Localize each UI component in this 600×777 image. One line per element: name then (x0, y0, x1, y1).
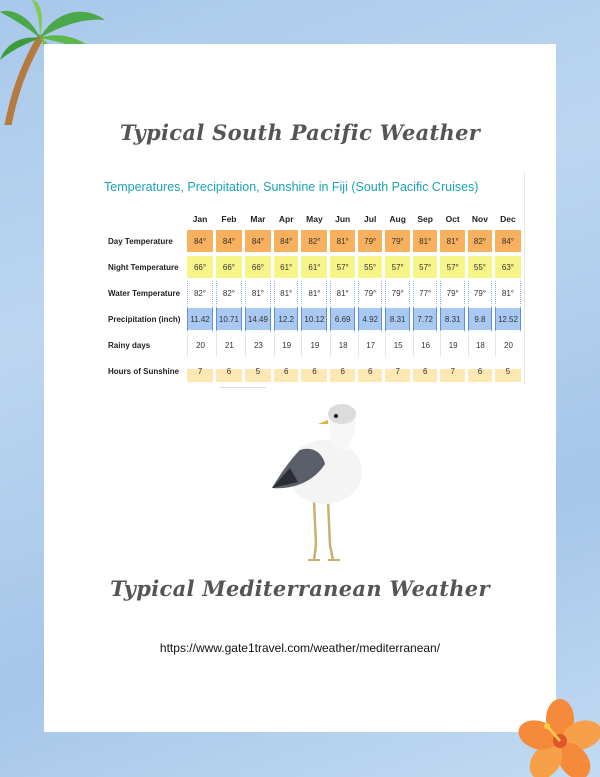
table-row (107, 306, 521, 332)
row-label: Precipitation (inch) (108, 314, 181, 324)
data-cell: 79° (440, 280, 465, 306)
data-cell: 9.8 (468, 306, 492, 332)
data-cell: 81° (413, 228, 438, 254)
row-label: Rainy days (108, 340, 151, 350)
data-cell: 81° (301, 280, 327, 306)
data-cell: 16 (413, 332, 438, 358)
month-header: Jul (364, 214, 377, 224)
data-cell: 79° (385, 280, 410, 306)
data-cell: 55° (358, 254, 383, 280)
data-cell: 17 (358, 332, 383, 358)
data-cell: 6 (274, 358, 299, 384)
data-cell: 6 (301, 358, 327, 384)
data-cell: 6.69 (330, 306, 355, 332)
data-cell: 79° (385, 228, 410, 254)
table-row (107, 358, 521, 384)
data-cell: 84° (495, 228, 521, 254)
data-cell: 84° (274, 228, 299, 254)
month-header: Oct (445, 214, 460, 224)
data-cell: 55° (468, 254, 492, 280)
data-cell: 81° (440, 228, 465, 254)
data-cell: 7 (440, 358, 465, 384)
data-cell: 63° (495, 254, 521, 280)
table-row (107, 254, 521, 280)
row-label: Day Temperature (108, 236, 173, 246)
data-cell: 5 (245, 358, 271, 384)
divider (220, 387, 266, 388)
weather-chart (96, 172, 525, 384)
data-cell: 81° (330, 280, 355, 306)
data-cell: 20 (495, 332, 521, 358)
data-cell: 82° (216, 280, 242, 306)
data-cell: 61° (274, 254, 299, 280)
data-cell: 8.31 (440, 306, 465, 332)
data-cell: 10.12 (301, 306, 327, 332)
data-cell: 6 (468, 358, 492, 384)
data-cell: 11.42 (187, 306, 213, 332)
data-cell: 4.92 (358, 306, 383, 332)
data-cell: 84° (187, 228, 213, 254)
month-header: Sep (417, 214, 433, 224)
data-cell: 81° (245, 280, 271, 306)
chart-title: Temperatures, Precipitation, Sunshine in Fiji (South Pacific Cruises) (104, 180, 479, 194)
hibiscus-flower-icon (510, 697, 600, 777)
data-cell: 57° (385, 254, 410, 280)
data-cell: 7 (385, 358, 410, 384)
data-cell: 79° (358, 228, 383, 254)
data-cell: 14.49 (245, 306, 271, 332)
month-header: Jan (192, 214, 208, 224)
data-cell: 18 (468, 332, 492, 358)
month-header: Feb (221, 214, 237, 224)
month-header: Mar (250, 214, 266, 224)
page-card (44, 44, 556, 732)
data-cell: 81° (330, 228, 355, 254)
seagull-image (270, 400, 370, 565)
month-header: May (306, 214, 323, 224)
data-cell: 18 (330, 332, 355, 358)
data-cell: 57° (440, 254, 465, 280)
row-label: Night Temperature (108, 262, 179, 272)
month-header: Apr (278, 214, 294, 224)
data-cell: 81° (274, 280, 299, 306)
data-cell: 12.52 (495, 306, 521, 332)
data-cell: 19 (301, 332, 327, 358)
data-cell: 57° (413, 254, 438, 280)
source-link[interactable]: https://www.gate1travel.com/weather/mediterranean/ (159, 641, 441, 655)
table-row (107, 228, 521, 254)
table-row (107, 280, 521, 306)
data-cell: 7 (187, 358, 213, 384)
data-cell: 12.2 (274, 306, 299, 332)
data-cell: 6 (413, 358, 438, 384)
data-cell: 82° (468, 228, 492, 254)
data-cell: 19 (274, 332, 299, 358)
data-cell: 81° (495, 280, 521, 306)
data-cell: 79° (468, 280, 492, 306)
month-header: Jun (335, 214, 351, 224)
data-cell: 6 (358, 358, 383, 384)
data-cell: 21 (216, 332, 242, 358)
data-cell: 15 (385, 332, 410, 358)
data-cell: 23 (245, 332, 271, 358)
data-cell: 57° (330, 254, 355, 280)
data-cell: 19 (440, 332, 465, 358)
weather-table (104, 210, 524, 384)
data-cell: 6 (216, 358, 242, 384)
data-cell: 7.72 (413, 306, 438, 332)
data-cell: 82° (301, 228, 327, 254)
data-cell: 8.31 (385, 306, 410, 332)
table-corner (107, 210, 184, 228)
month-header: Dec (500, 214, 516, 224)
row-label: Water Temperature (108, 288, 181, 298)
data-cell: 77° (413, 280, 438, 306)
data-cell: 84° (245, 228, 271, 254)
page-title: Typical South Pacific Weather (119, 120, 481, 145)
month-header: Nov (471, 214, 488, 224)
data-cell: 79° (358, 280, 383, 306)
data-cell: 6 (330, 358, 355, 384)
data-cell: 20 (187, 332, 213, 358)
month-header: Aug (389, 214, 406, 224)
section-title: Typical Mediterranean Weather (110, 576, 490, 601)
data-cell: 5 (495, 358, 521, 384)
row-label: Hours of Sunshine (108, 366, 180, 376)
data-cell: 82° (187, 280, 213, 306)
data-cell: 66° (216, 254, 242, 280)
data-cell: 66° (245, 254, 271, 280)
data-cell: 84° (216, 228, 242, 254)
data-cell: 10.71 (216, 306, 242, 332)
data-cell: 66° (187, 254, 213, 280)
data-cell: 61° (301, 254, 327, 280)
table-row (107, 332, 521, 358)
